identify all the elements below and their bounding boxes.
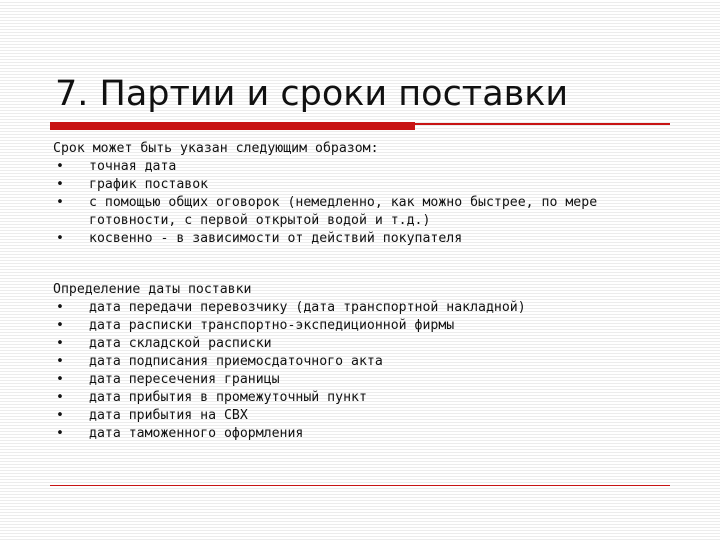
slide-title: 7. Партии и сроки поставки <box>55 74 569 114</box>
bullet-list <box>53 158 659 248</box>
list-item <box>53 317 659 335</box>
list-item-text: дата прибытия на СВХ <box>89 408 248 423</box>
list-item-text: дата прибытия в промежуточный пункт <box>89 390 367 405</box>
bullet-icon: • <box>56 231 64 246</box>
list-item <box>53 194 659 230</box>
list-item <box>53 407 659 425</box>
list-item <box>53 299 659 317</box>
bullet-icon: • <box>56 426 64 441</box>
bullet-icon: • <box>56 354 64 369</box>
bullet-list <box>53 299 659 443</box>
list-item <box>53 158 659 176</box>
list-item <box>53 389 659 407</box>
list-item-text: график поставок <box>89 177 209 192</box>
bullet-icon: • <box>56 336 64 351</box>
bullet-icon: • <box>56 318 64 333</box>
section-delivery-date <box>53 281 659 443</box>
list-item <box>53 425 659 443</box>
list-item-text: дата передачи перевозчику (дата транспортной накладной) <box>89 300 526 315</box>
bullet-icon: • <box>56 372 64 387</box>
list-item <box>53 335 659 353</box>
section-delivery-term <box>53 140 659 248</box>
section-intro: Срок может быть указан следующим образом: <box>53 141 379 156</box>
list-item <box>53 371 659 389</box>
list-item-text: дата пересечения границы <box>89 372 280 387</box>
list-item-text: с помощью общих оговорок (немедленно, как можно быстрее, по мере готовности, с первой открытой водой и т.д.) <box>89 195 598 228</box>
bullet-icon: • <box>56 159 64 174</box>
list-item-text: косвенно - в зависимости от действий покупателя <box>89 231 463 246</box>
list-item <box>53 176 659 194</box>
list-item-text: дата складской расписки <box>89 336 272 351</box>
bottom-divider-line <box>50 485 670 486</box>
section-intro: Определение даты поставки <box>53 282 252 297</box>
list-item-text: дата подписания приемосдаточного акта <box>89 354 383 369</box>
bullet-icon: • <box>56 195 64 210</box>
list-item-text: дата таможенного оформления <box>89 426 304 441</box>
list-item-text: точная дата <box>89 159 177 174</box>
bullet-icon: • <box>56 300 64 315</box>
list-item <box>53 230 659 248</box>
list-item-text: дата расписки транспортно-экспедиционной фирмы <box>89 318 455 333</box>
bullet-icon: • <box>56 177 64 192</box>
list-item <box>53 353 659 371</box>
bullet-icon: • <box>56 390 64 405</box>
bullet-icon: • <box>56 408 64 423</box>
title-accent-bar <box>50 122 415 130</box>
